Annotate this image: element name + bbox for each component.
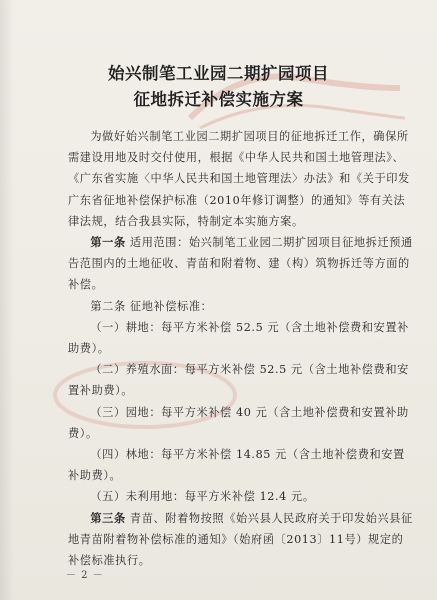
document-body [68,126,413,571]
article-1-label: 第一条 [90,235,126,250]
compensation-item-1: （一）耕地：每平方米补偿 52.5 元（含土地补偿费和安置补助费）。 [68,320,409,356]
article-1-text: 适用范围：始兴制笔工业园二期扩园项目征地拆迁预通告范围内的土地征收、青苗和附着物、建（构）筑物拆迁等方面的补偿。 [68,236,413,292]
article-3-paragraph [68,508,413,572]
article-3-label: 第三条 [90,510,126,525]
page-number: － 2 － [66,570,104,581]
compensation-item-5: （五）未利用地：每平方米补偿 12.4 元。 [90,490,315,504]
article-2-paragraph [68,296,413,317]
article-3-text: 青苗、附着物按照《始兴县人民政府关于印发始兴县征地青苗附着物补偿标准的通知》（始府函〔2013〕11号）规定的补偿标准执行。 [68,511,413,568]
preamble-paragraph: 为做好始兴制笔工业园二期扩园项目的征地拆迁工作，确保所需建设用地及时交付使用，根据《中华人民共和国土地管理法》、《广东省实施〈中华人民共和国土地管理法〉办法》和《关于印发广东省征地补偿保护标准（2010年修订调整）的通知》等有关法律法规，结合我县实际，特制定本实施方案。 [68,130,410,228]
article-2-text: 征地补偿标准： [129,299,213,313]
article-2-label: 第二条 [90,299,126,313]
document-title-line2: 征地拆迁补偿实施方案 [133,90,304,109]
article-1-paragraph [68,232,413,296]
compensation-item-4: （四）林地：每平方米补偿 14.85 元（含土地补偿费和安置补助费）。 [68,448,405,483]
compensation-item-2: （二）养殖水面：每平方米补偿 52.5 元（含土地补偿费和安置补助费）。 [68,363,409,398]
document-title-line1: 始兴制笔工业园二期扩园项目 [108,64,329,83]
compensation-item-3: （三）园地：每平方米补偿 40 元（含土地补偿费和安置补助费）。 [68,405,409,440]
